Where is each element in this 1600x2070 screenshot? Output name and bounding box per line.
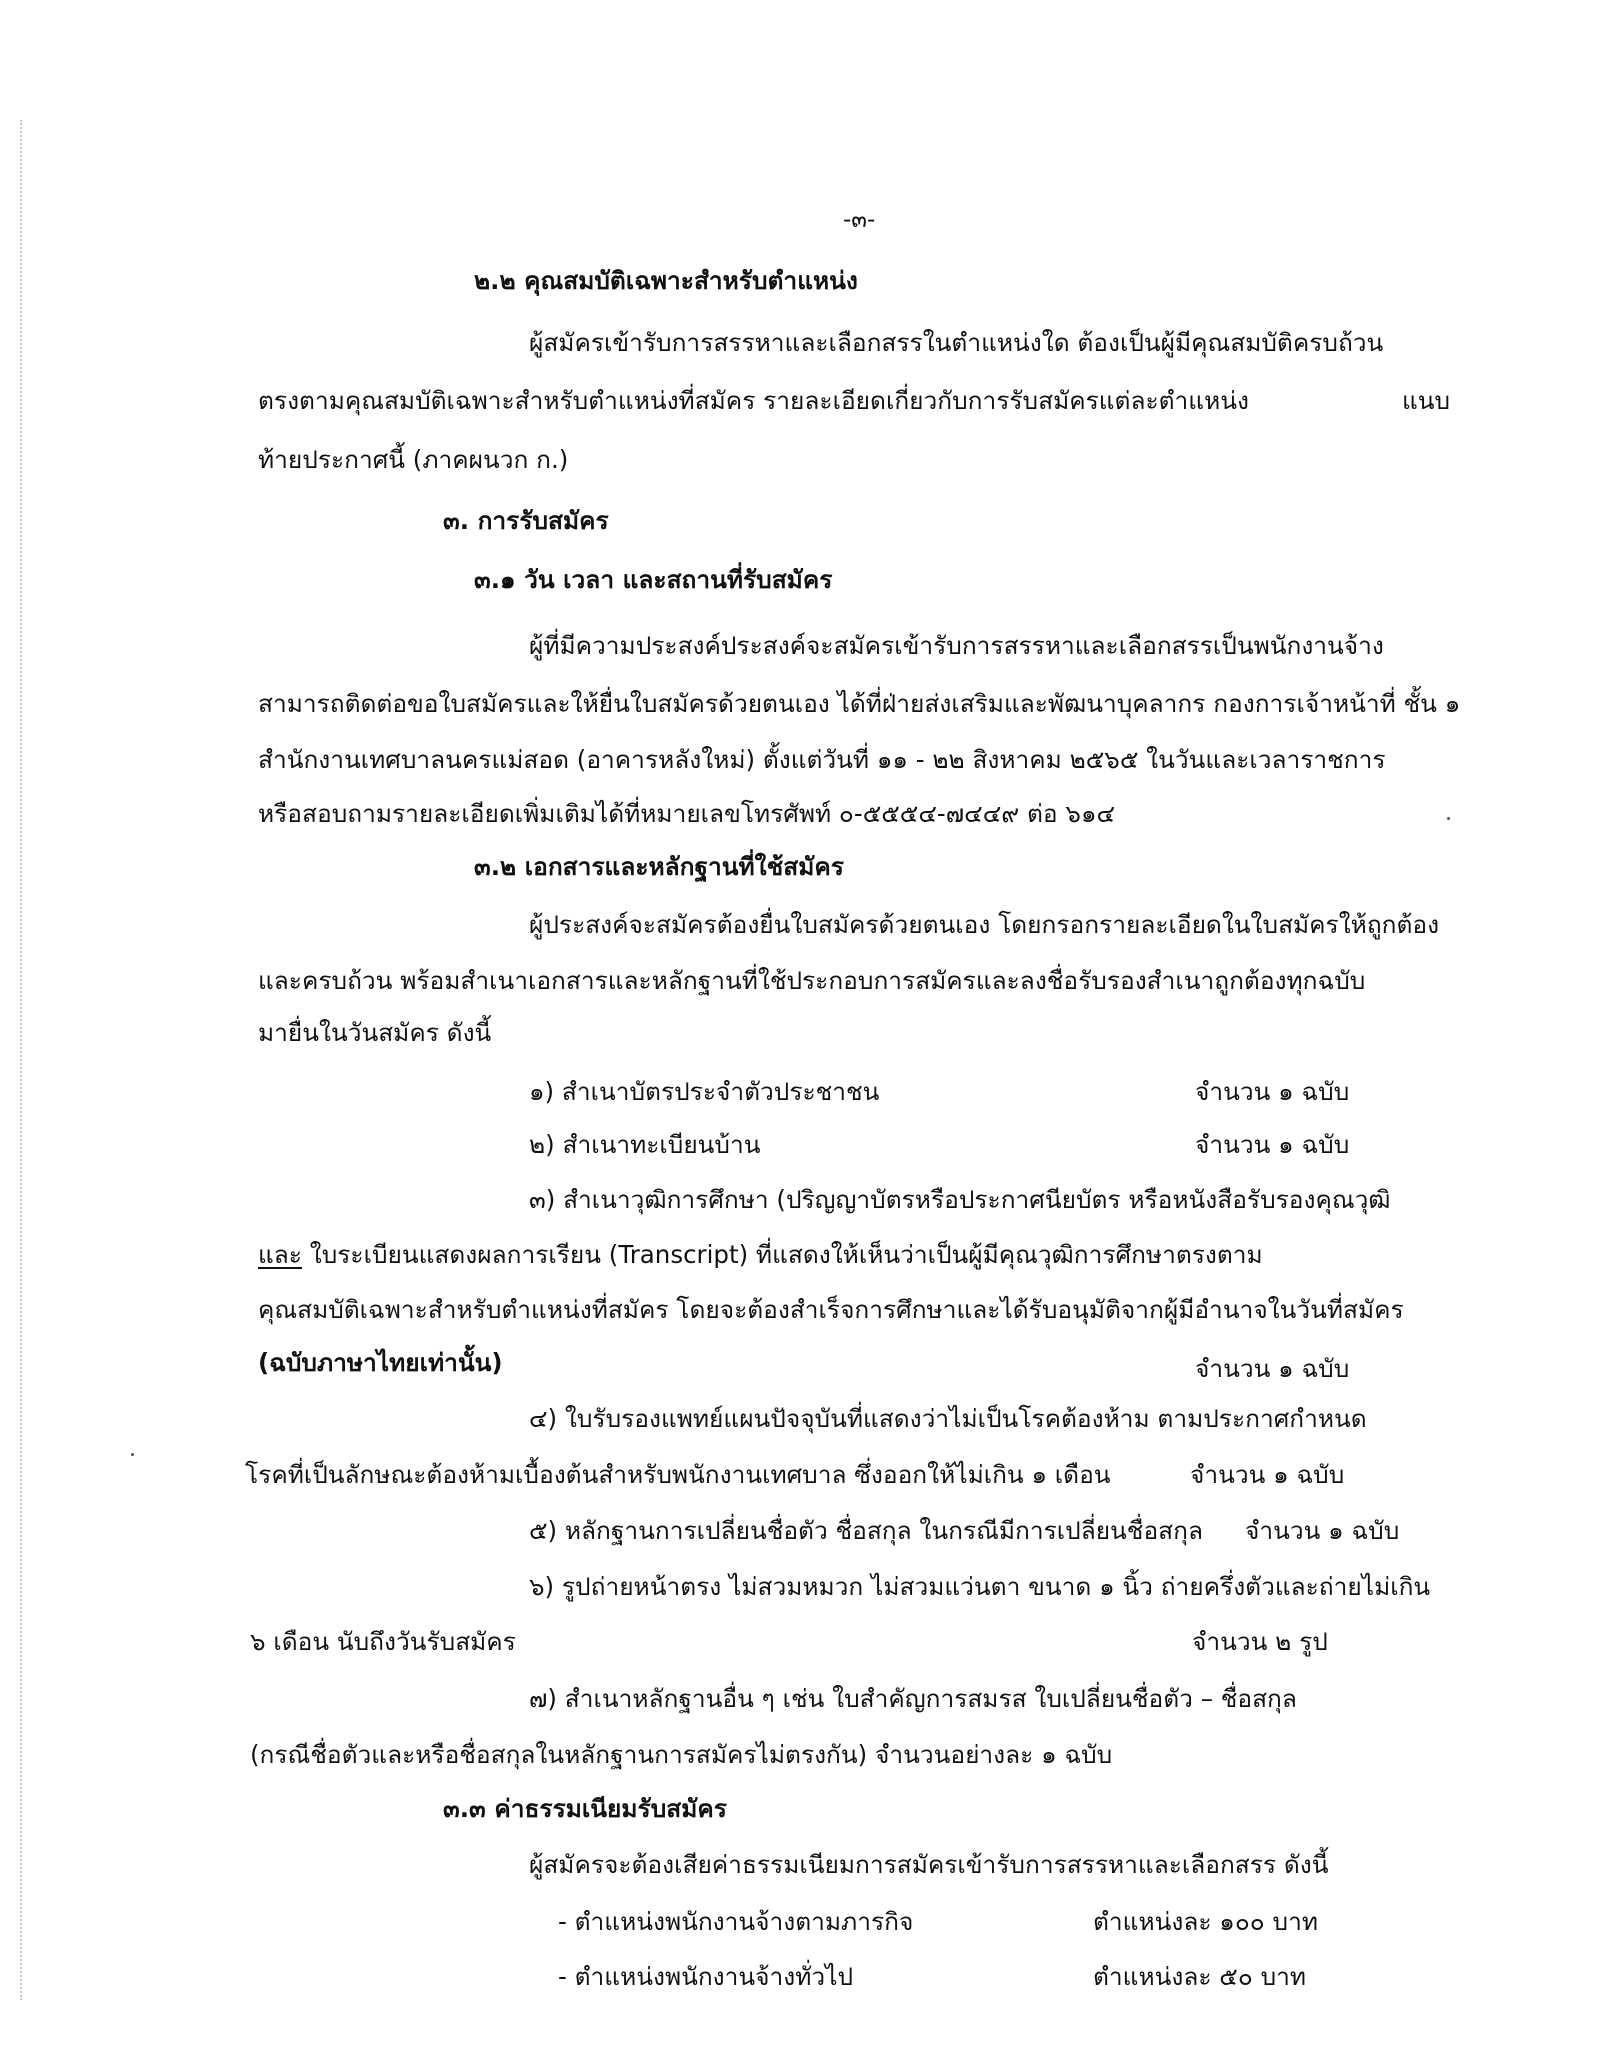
fee-position: - ตำแหน่งพนักงานจ้างตามภารกิจ <box>558 1907 914 1936</box>
document-item-qty: จำนวน ๑ ฉบับ <box>1195 1130 1350 1159</box>
paragraph-line: ผู้สมัครจะต้องเสียค่าธรรมเนียมการสมัครเข้ารับการสรรหาและเลือกสรร ดังนี้ <box>529 1850 1329 1879</box>
paragraph-line: ตรงตามคุณสมบัติเฉพาะสำหรับตำแหน่งที่สมัคร รายละเอียดเกี่ยวกับการรับสมัครแต่ละตำแหน่ง <box>258 386 1249 415</box>
document-item-text: ๕) หลักฐานการเปลี่ยนชื่อตัว ชื่อสกุล ในกรณีมีการเปลี่ยนชื่อสกุล <box>529 1516 1203 1545</box>
document-item-text-rest: ใบระเบียนแสดงผลการเรียน (Transcript) ที่แสดงให้เห็นว่าเป็นผู้มีคุณวุฒิการศึกษาตรงตาม <box>301 1240 1263 1269</box>
and-underlined: และ <box>258 1240 302 1269</box>
document-item-qty: จำนวน ๑ ฉบับ <box>1190 1460 1345 1489</box>
page-number: -๓- <box>843 207 876 233</box>
paragraph-line: ผู้ที่มีความประสงค์ประสงค์จะสมัครเข้ารับการสรรหาและเลือกสรรเป็นพนักงานจ้าง <box>529 631 1384 660</box>
section-3-3-heading: ๓.๓ ค่าธรรมเนียมรับสมัคร <box>443 1794 727 1823</box>
document-item-text: โรคที่เป็นลักษณะต้องห้ามเบื้องต้นสำหรับพนักงานเทศบาล ซึ่งออกให้ไม่เกิน ๑ เดือน <box>245 1460 1111 1489</box>
paragraph-line-end: แนบ <box>1402 386 1451 415</box>
scan-edge-mark <box>20 120 22 2000</box>
fee-amount: ตำแหน่งละ ๑๐๐ บาท <box>1093 1907 1318 1936</box>
document-item-qty: จำนวน ๑ ฉบับ <box>1245 1516 1400 1545</box>
paragraph-line: ผู้ประสงค์จะสมัครต้องยื่นใบสมัครด้วยตนเอง โดยกรอกรายละเอียดในใบสมัครให้ถูกต้อง <box>529 910 1440 939</box>
paragraph-line: และครบถ้วน พร้อมสำเนาเอกสารและหลักฐานที่ใช้ประกอบการสมัครและลงชื่อรับรองสำเนาถูกต้องทุกฉบับ <box>258 966 1366 995</box>
paragraph-line: สำนักงานเทศบาลนครแม่สอด (อาคารหลังใหม่) ตั้งแต่วันที่ ๑๑ - ๒๒ สิงหาคม ๒๕๖๕ ในวันและเวลาราชการ <box>258 745 1386 774</box>
document-item-label: ๑) สำเนาบัตรประจำตัวประชาชน <box>529 1077 880 1106</box>
section-2-2-heading: ๒.๒ คุณสมบัติเฉพาะสำหรับตำแหน่ง <box>474 266 858 295</box>
paragraph-line: ผู้สมัครเข้ารับการสรรหาและเลือกสรรในตำแหน่งใด ต้องเป็นผู้มีคุณสมบัติครบถ้วน <box>529 328 1384 357</box>
document-item-text: (กรณีชื่อตัวและหรือชื่อสกุลในหลักฐานการสมัครไม่ตรงกัน) จำนวนอย่างละ ๑ ฉบับ <box>250 1740 1113 1769</box>
document-item-qty: จำนวน ๒ รูป <box>1192 1627 1328 1656</box>
paragraph-line: ท้ายประกาศนี้ (ภาคผนวก ก.) <box>258 445 569 474</box>
section-3-heading: ๓. การรับสมัคร <box>443 506 609 535</box>
document-item-text <box>258 1240 1263 1269</box>
paragraph-line: มายื่นในวันสมัคร ดังนี้ <box>258 1018 492 1047</box>
document-item-text: ๓) สำเนาวุฒิการศึกษา (ปริญญาบัตรหรือประกาศนียบัตร หรือหนังสือรับรองคุณวุฒิ <box>529 1185 1391 1214</box>
scan-speck <box>131 1453 134 1456</box>
document-item-text: (ฉบับภาษาไทยเท่านั้น) <box>258 1348 503 1377</box>
document-item-qty: จำนวน ๑ ฉบับ <box>1195 1354 1350 1383</box>
section-3-2-heading: ๓.๒ เอกสารและหลักฐานที่ใช้สมัคร <box>474 852 844 881</box>
section-3-1-heading: ๓.๑ วัน เวลา และสถานที่รับสมัคร <box>474 565 833 594</box>
document-item-text: ๖) รูปถ่ายหน้าตรง ไม่สวมหมวก ไม่สวมแว่นตา ขนาด ๑ นิ้ว ถ่ายครึ่งตัวและถ่ายไม่เกิน <box>529 1572 1431 1601</box>
scan-speck <box>1447 817 1450 820</box>
fee-amount: ตำแหน่งละ ๕๐ บาท <box>1093 1962 1307 1991</box>
document-item-text: ๖ เดือน นับถึงวันรับสมัคร <box>250 1627 516 1656</box>
fee-position: - ตำแหน่งพนักงานจ้างทั่วไป <box>558 1962 854 1991</box>
paragraph-line: หรือสอบถามรายละเอียดเพิ่มเติมได้ที่หมายเลขโทรศัพท์ ๐-๕๕๕๔-๗๔๔๙ ต่อ ๖๑๔ <box>258 799 1116 828</box>
document-item-text: คุณสมบัติเฉพาะสำหรับตำแหน่งที่สมัคร โดยจะต้องสำเร็จการศึกษาและได้รับอนุมัติจากผู้มีอำนาจในวันที่สมัคร <box>258 1295 1404 1324</box>
paragraph-line: สามารถติดต่อขอใบสมัครและให้ยื่นใบสมัครด้วยตนเอง ได้ที่ฝ่ายส่งเสริมและพัฒนาบุคลากร กองการเจ้าหน้าที่ ชั้น ๑ <box>258 689 1461 718</box>
document-item-text: ๔) ใบรับรองแพทย์แผนปัจจุบันที่แสดงว่าไม่เป็นโรคต้องห้าม ตามประกาศกำหนด <box>529 1404 1367 1433</box>
document-item-qty: จำนวน ๑ ฉบับ <box>1195 1077 1350 1106</box>
document-item-text: ๗) สำเนาหลักฐานอื่น ๆ เช่น ใบสำคัญการสมรส ใบเปลี่ยนชื่อตัว – ชื่อสกุล <box>529 1684 1297 1713</box>
document-item-label: ๒) สำเนาทะเบียนบ้าน <box>529 1130 761 1159</box>
